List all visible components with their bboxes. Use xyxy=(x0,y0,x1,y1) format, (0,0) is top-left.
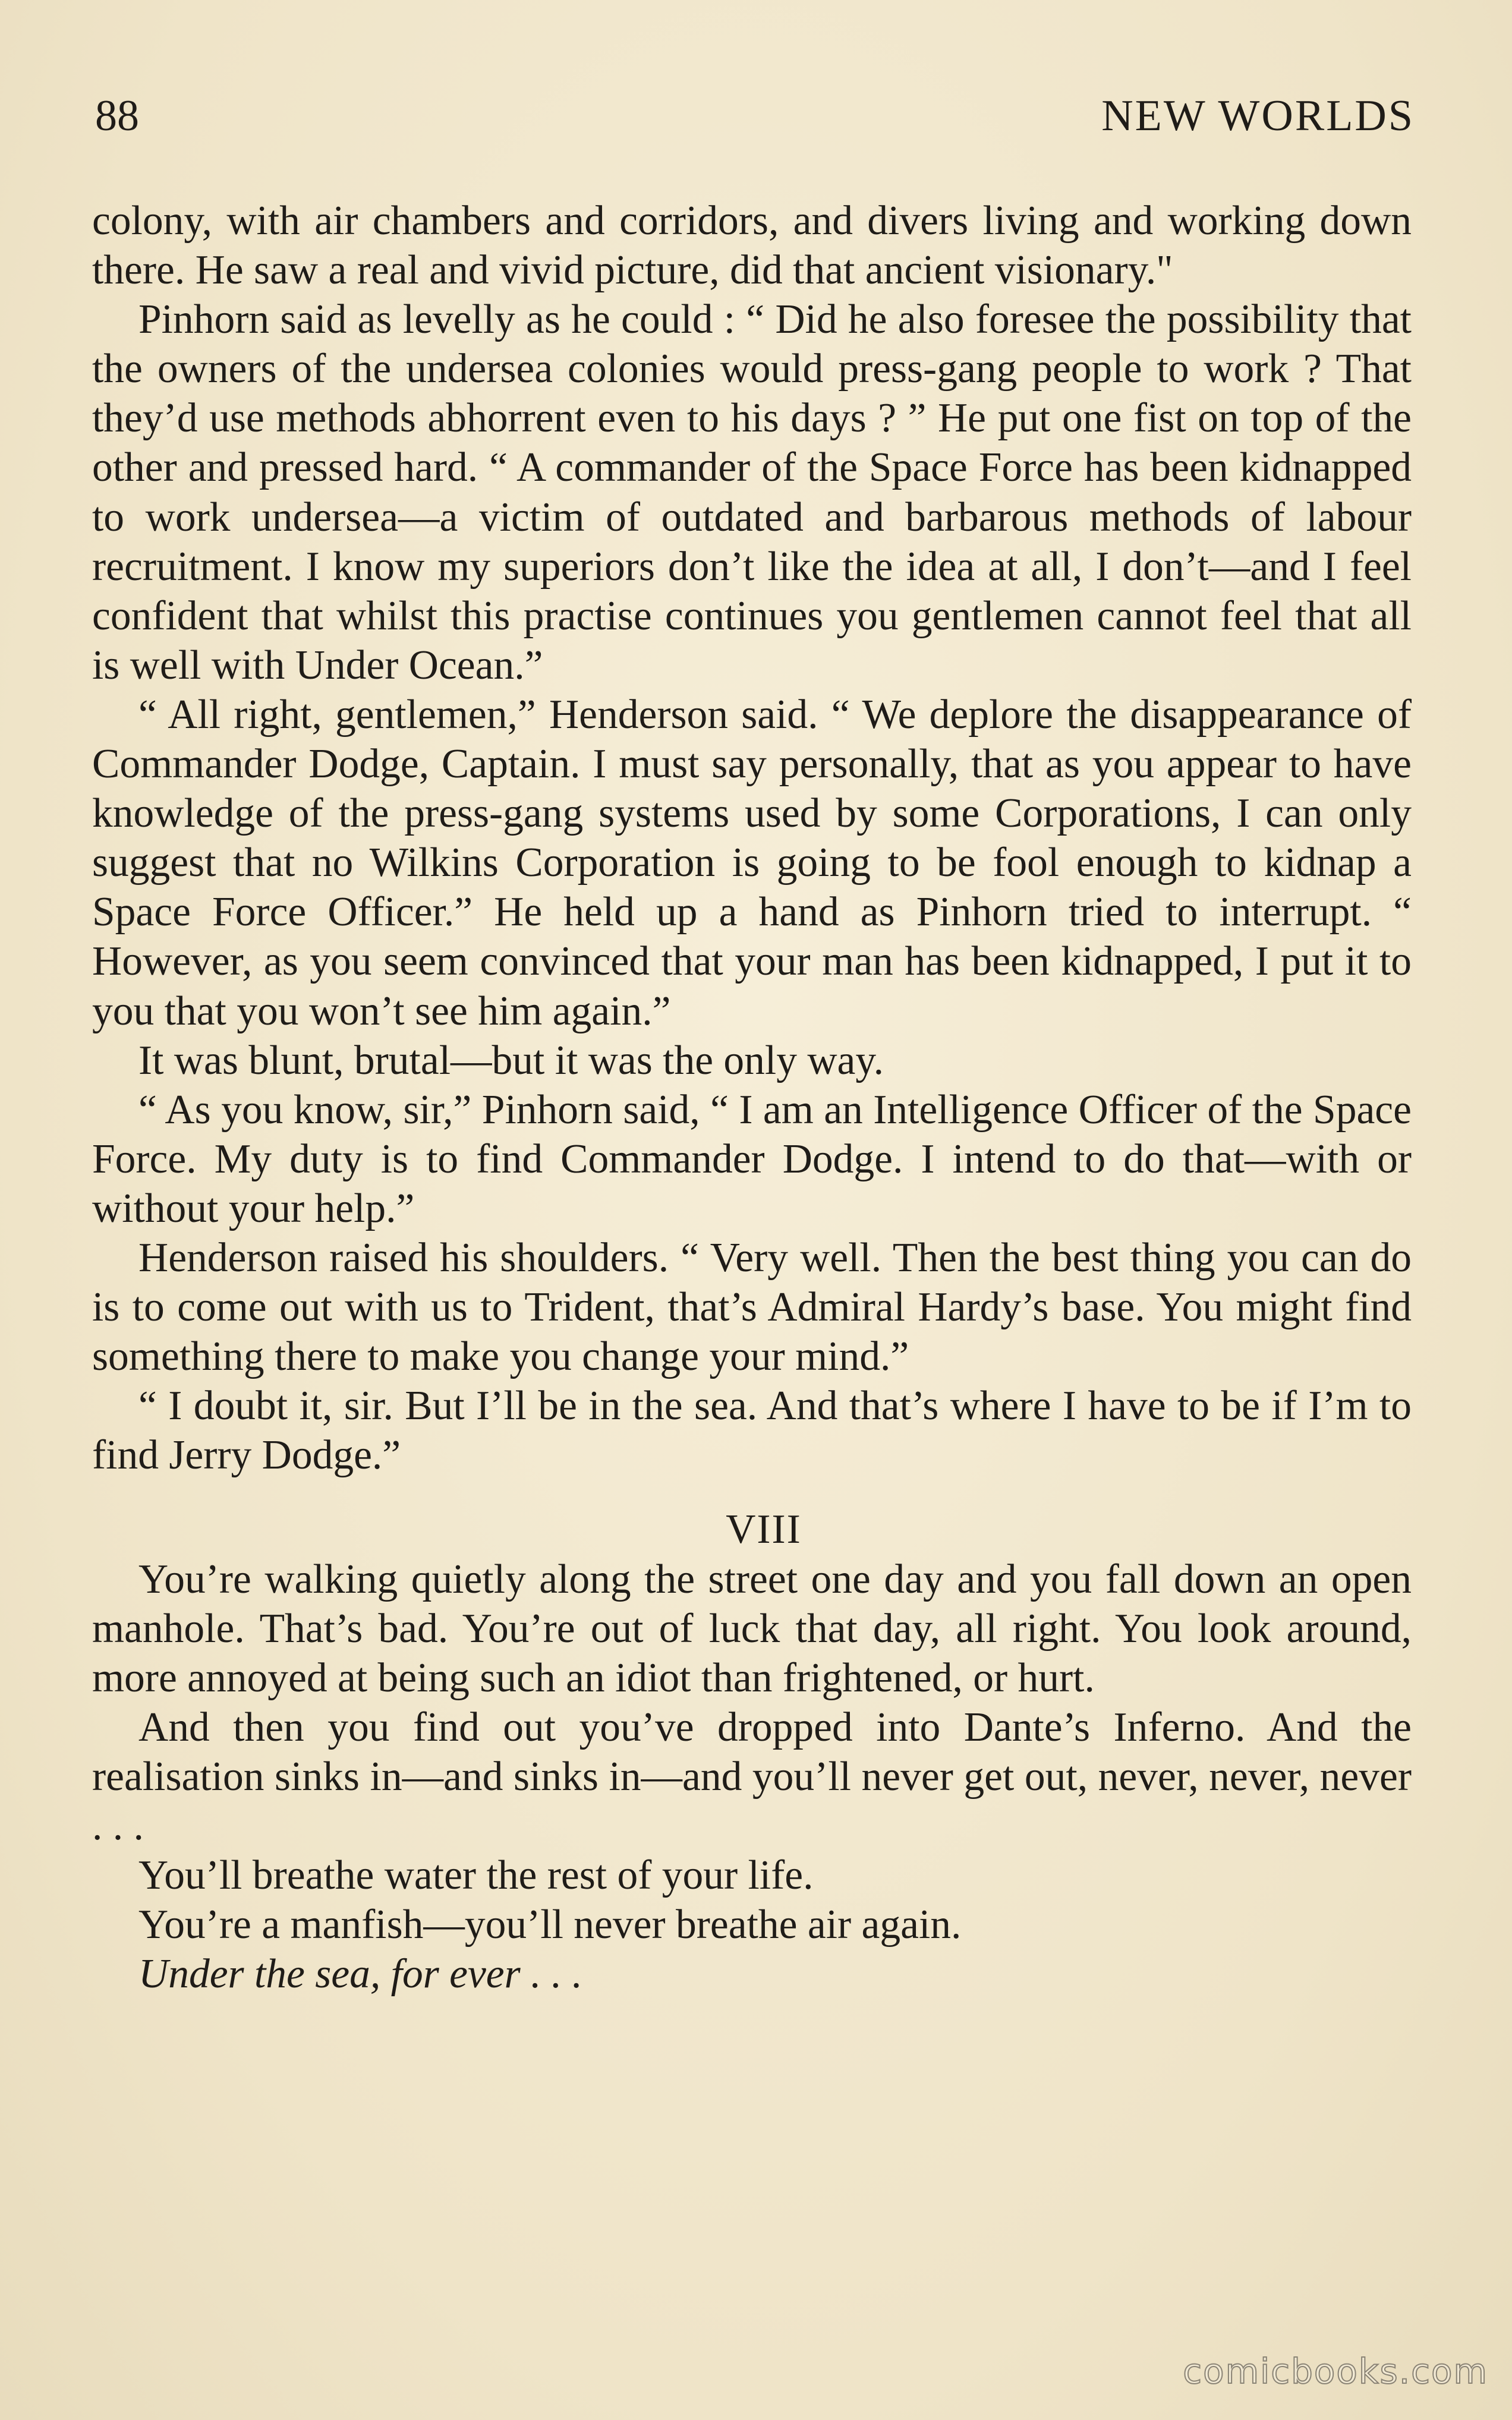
paragraph: “ All right, gentlemen,” Henderson said. “ We deplore the disappearance of Commander Dodge, Captain. I must say personally, that as you appear to have knowledge of the press-gang systems used by some Corporations, I can only suggest that no Wilkins Corporation is going to be fool enough to kidnap a Space Force Officer.” He held up a hand as Pinhorn tried to interrupt. “ However, as you seem convinced that your man has been kidnapped, I put it to you that you won’t see him again.” xyxy=(92,691,1412,1034)
paragraph: You’re a manfish—you’ll never breathe air again. xyxy=(138,1902,962,1948)
paragraph: It was blunt, brutal—but it was the only way. xyxy=(138,1037,884,1083)
running-head xyxy=(95,89,1415,143)
paragraph: colony, with air chambers and corridors, and divers living and working down there. He saw a real and vivid picture, did that ancient visionary." xyxy=(92,198,1412,294)
body-text xyxy=(92,196,1412,1999)
paragraph: “ As you know, sir,” Pinhorn said, “ I am an Intelligence Officer of the Space Force. My duty is to find Commander Dodge. I intend to do that—with or without your help.” xyxy=(92,1086,1412,1231)
paragraph: “ I doubt it, sir. But I’ll be in the sea. And that’s where I have to be if I’m to find Jerry Dodge.” xyxy=(92,1383,1412,1479)
page-number: 88 xyxy=(95,92,139,140)
watermark: comicbooks.com xyxy=(1183,2351,1488,2391)
paragraph: You’ll breathe water the rest of your life. xyxy=(138,1852,814,1899)
paragraph: Henderson raised his shoulders. “ Very well. Then the best thing you can do is to come out with us to Trident, that’s Admiral Hardy’s base. You might find something there to make you change your mind.” xyxy=(92,1234,1412,1380)
paragraph: You’re walking quietly along the street one day and you fall down an open manhole. That’s bad. You’re out of luck that day, all right. You look around, more annoyed at being such an idiot than frightened, or hurt. xyxy=(92,1556,1412,1701)
chapter-heading: VIII xyxy=(726,1507,802,1553)
paragraph: And then you find out you’ve dropped into Dante’s Inferno. And the realisation sinks in—and sinks in—and you’ll never get out, never, never, never . . . xyxy=(92,1704,1412,1849)
closing-line: Under the sea, for ever . . . xyxy=(138,1951,582,1997)
running-title: NEW WORLDS xyxy=(1101,92,1415,140)
paragraph: Pinhorn said as levelly as he could : “ Did he also foresee the possibility that the owners of the undersea colonies would press-gang people to work ? That they’d use methods abhorrent even to his days ? ” He put one fist on top of the other and pressed hard. “ A commander of the Space Force has been kidnapped to work undersea—a victim of outdated and barbarous methods of labour recruitment. I know my superiors don’t like the idea at all, I don’t—and I feel confident that whilst this practise continues you gentlemen cannot feel that all is well with Under Ocean.” xyxy=(92,297,1412,688)
